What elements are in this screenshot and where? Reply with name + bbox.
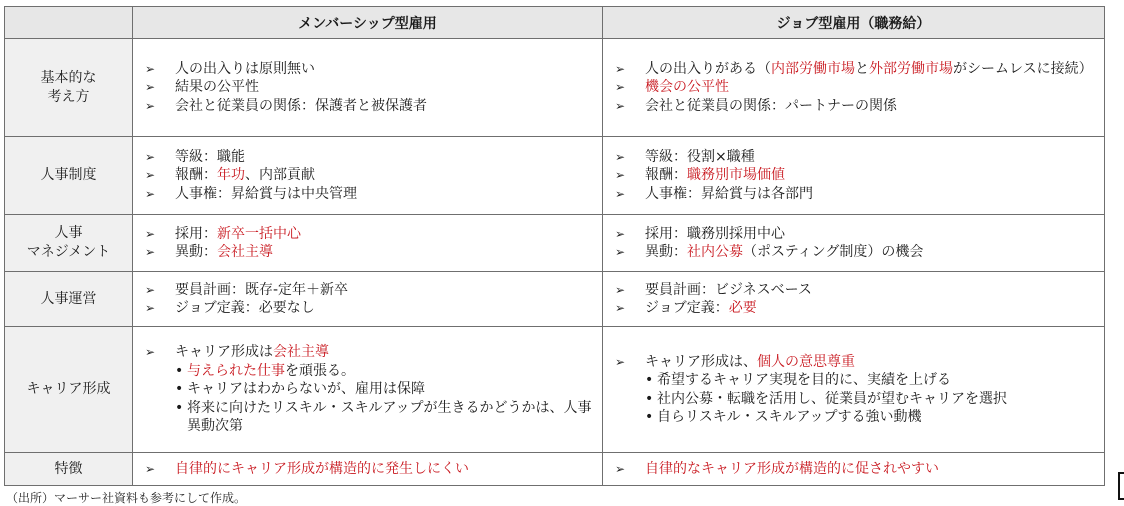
row-label	[5, 327, 133, 453]
highlighted-text: 与えられた仕事	[187, 362, 285, 379]
bullet-item	[615, 148, 1096, 167]
bullet-text: 採用：職務別採用中心	[645, 225, 785, 242]
highlighted-text: 自律的なキャリア形成が構造的に促されやすい	[645, 460, 939, 477]
job-cell	[603, 327, 1105, 453]
bullet-item	[145, 78, 594, 97]
row-career-development	[5, 327, 1105, 453]
page-edge-bracket	[1118, 472, 1124, 500]
bullet-text: キャリア形成は	[175, 344, 273, 361]
bullet-text: 採用：	[175, 225, 217, 242]
header-corner	[5, 7, 133, 39]
highlighted-text: 年功	[217, 167, 245, 184]
bullet-item	[145, 166, 594, 185]
highlighted-text: 会社主導	[217, 244, 273, 260]
sub-bullet-item	[145, 362, 594, 381]
bullet-text: 異動：	[175, 244, 217, 260]
comparison-table	[4, 6, 1105, 486]
highlighted-text: 個人の意思尊重	[757, 353, 855, 370]
membership-cell	[133, 39, 603, 137]
bullet-text: 社内公募・転職を活用し、従業員が望むキャリアを選択	[657, 390, 1007, 407]
sub-bullet-item	[615, 390, 1096, 409]
job-cell	[603, 215, 1105, 272]
job-cell	[603, 453, 1105, 486]
bullet-text: 自らリスキル・スキルアップする強い動機	[657, 409, 922, 425]
bullet-text: 異動：	[645, 244, 687, 260]
bullet-text: 人事権：昇給賞与は中央管理	[175, 185, 357, 202]
bullet-item	[145, 60, 594, 79]
bullet-text: 結果の公平性	[175, 79, 259, 96]
sub-bullet-item	[615, 371, 1096, 390]
bullet-item	[145, 185, 594, 204]
membership-cell	[133, 327, 603, 453]
bullet-text: 人の出入りがある（	[645, 60, 771, 77]
bullet-text: 等級：役割×職種	[645, 148, 755, 165]
row-label	[5, 39, 133, 137]
highlighted-text: 新卒一括中心	[217, 225, 301, 242]
bullet-item	[615, 166, 1096, 185]
bullet-item	[615, 299, 1096, 318]
row-basic-concept	[5, 39, 1105, 137]
row-label-line: キャリア形成	[26, 381, 111, 397]
sub-bullet-item	[145, 380, 594, 399]
bullet-text: 会社と従業員の関係：保護者と被保護者	[175, 97, 427, 114]
sub-bullet-item	[145, 399, 594, 436]
row-label-line: 人事運営	[40, 290, 97, 307]
bullet-item	[615, 97, 1096, 116]
header-membership-employment: メンバーシップ型雇用	[133, 7, 603, 39]
highlighted-text: 自律的にキャリア形成が構造的に発生しにくい	[175, 460, 469, 477]
job-cell	[603, 39, 1105, 137]
bullet-text: 要員計画：ビジネスベース	[645, 281, 812, 298]
bullet-item	[615, 60, 1096, 79]
highlighted-text: 機会の公平性	[645, 79, 729, 96]
row-label-line: 特徴	[54, 460, 83, 477]
membership-cell	[133, 215, 603, 272]
bullet-item	[145, 460, 594, 479]
row-label	[5, 137, 133, 215]
membership-cell	[133, 272, 603, 327]
sub-bullet-item	[615, 408, 1096, 427]
highlighted-text: 社内公募	[687, 244, 743, 260]
bullet-text: 会社と従業員の関係：パートナーの関係	[645, 97, 897, 114]
bullet-item	[145, 243, 594, 262]
row-label	[5, 272, 133, 327]
source-footnote: （出所）マーサー社資料も参考にして作成。	[6, 491, 247, 505]
bullet-text: 要員計画：既存-定年＋新卒	[175, 281, 349, 298]
row-label	[5, 453, 133, 486]
bullet-text: キャリアはわからないが、雇用は保障	[187, 381, 425, 398]
bullet-item	[615, 225, 1096, 244]
bullet-item	[615, 78, 1096, 97]
bullet-text: ジョブ定義：	[645, 300, 729, 316]
bullet-text: 将来に向けたリスキル・スキルアップが生きるかどうかは、人事異動次第	[187, 399, 592, 435]
highlighted-text: 必要	[728, 300, 757, 316]
bullet-item	[615, 243, 1096, 262]
bullet-text: がシームレスに接続）	[953, 60, 1093, 77]
highlighted-text: 会社主導	[273, 344, 329, 361]
bullet-item	[615, 281, 1096, 300]
bullet-text: を頑張る。	[285, 362, 355, 379]
bullet-item	[145, 225, 594, 244]
bullet-text: 等級：職能	[175, 148, 245, 165]
bullet-text: 人事権：昇給賞与は各部門	[645, 185, 813, 202]
row-characteristics	[5, 453, 1105, 486]
membership-cell	[133, 453, 603, 486]
highlighted-text: 職務別市場価値	[687, 167, 785, 184]
row-hr-operation	[5, 272, 1105, 327]
highlighted-text: 外部労働市場	[869, 60, 953, 77]
bullet-item	[145, 343, 594, 362]
row-label-line: 人事制度	[40, 167, 97, 183]
bullet-item	[615, 460, 1096, 479]
bullet-text: 人の出入りは原則無い	[175, 60, 315, 77]
row-label-line: 人事	[54, 225, 83, 241]
bullet-text: （ポスティング制度）の機会	[743, 244, 924, 260]
row-label	[5, 215, 133, 272]
bullet-text: 、内部貢献	[245, 167, 315, 184]
bullet-item	[145, 97, 594, 116]
bullet-text: 報酬：	[645, 167, 687, 184]
header-job-employment: ジョブ型雇用（職務給）	[603, 7, 1105, 39]
job-cell	[603, 137, 1105, 215]
bullet-text: ジョブ定義：必要なし	[175, 300, 315, 316]
row-label-line: マネジメント	[26, 244, 111, 260]
bullet-item	[145, 299, 594, 318]
bullet-item	[615, 185, 1096, 204]
bullet-text: キャリア形成は、	[645, 353, 757, 370]
bullet-text: 希望するキャリア実現を目的に、実績を上げる	[657, 372, 951, 388]
row-label-line: 考え方	[47, 88, 90, 105]
highlighted-text: 内部労働市場	[771, 60, 855, 77]
bullet-item	[145, 148, 594, 167]
bullet-text: と	[855, 60, 869, 77]
bullet-text: 報酬：	[175, 167, 217, 184]
job-cell	[603, 272, 1105, 327]
membership-cell	[133, 137, 603, 215]
row-hr-management	[5, 215, 1105, 272]
row-label-line: 基本的な	[40, 69, 97, 86]
bullet-item	[145, 281, 594, 300]
bullet-item	[615, 353, 1096, 372]
table-header-row	[5, 7, 1105, 39]
row-hr-system	[5, 137, 1105, 215]
